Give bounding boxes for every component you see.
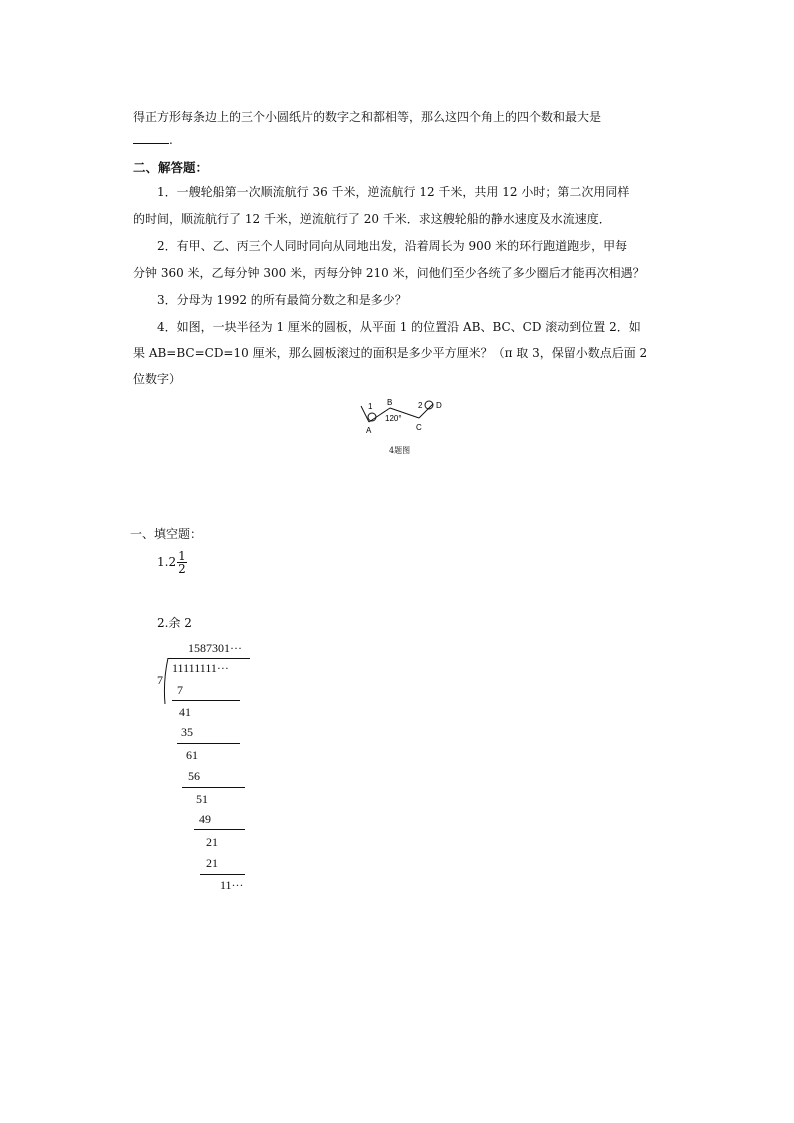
ld-rule-2 — [177, 743, 240, 744]
section1-tail-text: 得正方形每条边上的三个小圆纸片的数字之和都相等，那么这四个角上的四个数和最大是 — [133, 110, 602, 124]
q4-line3: 位数字） — [133, 372, 182, 386]
q4-figure — [355, 394, 455, 440]
ld-rule-4 — [194, 829, 245, 830]
fraction-denominator: 2 — [178, 562, 186, 576]
answer-blank — [133, 143, 169, 144]
label-a: A — [366, 426, 372, 435]
ld-dividend: 11111111··· — [172, 661, 229, 675]
answer-1-fraction — [177, 550, 187, 575]
ld-rule-5 — [200, 874, 245, 875]
q2-line1: 2．有甲、乙、丙三个人同时同向从同地出发，沿着周长为 900 米的环行跑道跑步，甲每 — [157, 239, 628, 253]
q1-line2: 的时间，顺流航行了 12 千米，逆流航行了 20 千米．求这艘轮船的静水速度及水流速度． — [133, 212, 611, 226]
q3-line1: 3．分母为 1992 的所有最简分数之和是多少？ — [157, 293, 407, 307]
ld-divisor: 7 — [157, 673, 163, 687]
figure-caption: 4题图 — [389, 446, 411, 455]
answer-2: 2.余 2 — [157, 616, 192, 630]
answers-heading: 一、填空题： — [130, 527, 203, 541]
ld-row-4: 56 — [188, 769, 200, 783]
ld-rule-3 — [182, 787, 245, 788]
fraction-numerator: 1 — [178, 549, 186, 563]
ld-row-2: 35 — [181, 725, 193, 739]
label-b: B — [387, 398, 393, 407]
ld-quotient: 1587301··· — [188, 641, 242, 655]
ld-row-1: 41 — [179, 705, 191, 719]
section1-tail-line — [133, 110, 601, 124]
end-mark: . — [169, 133, 173, 147]
ld-row-6: 49 — [199, 812, 211, 826]
answer-1-prefix: 1.2 — [157, 555, 177, 569]
label-d: D — [436, 401, 442, 410]
ld-row-0: 7 — [177, 683, 183, 697]
ld-rule-1 — [172, 700, 240, 701]
answer-blank-line — [133, 133, 173, 147]
answer-1 — [157, 550, 187, 575]
ld-row-9: 11··· — [220, 878, 244, 892]
q4-line2: 果 AB=BC=CD=10 厘米，那么圆板滚过的面积是多少平方厘米？（π 取 3，保留小数点后面 2 — [133, 346, 648, 360]
ld-vinculum — [168, 658, 250, 659]
q4-line1: 4．如图，一块半径为 1 厘米的圆板，从平面 1 的位置沿 AB、BC、CD 滚动到位置 2．如 — [157, 320, 641, 334]
section2-heading: 二、解答题： — [133, 160, 209, 175]
label-2: 2 — [418, 401, 423, 410]
q2-line2: 分钟 360 米，乙每分钟 300 米，丙每分钟 210 米，问他们至少各统了多少圈后才能再次相遇？ — [133, 266, 645, 280]
ld-row-7: 21 — [206, 835, 218, 849]
ld-row-8: 21 — [206, 856, 218, 870]
ld-row-3: 61 — [186, 748, 198, 762]
ld-row-5: 51 — [196, 792, 208, 806]
q1-line1: 1．一艘轮船第一次顺流航行 36 千米，逆流航行 12 千米，共用 12 小时；第二次用同样 — [157, 185, 630, 199]
label-angle: 120° — [385, 414, 402, 423]
label-c: C — [416, 423, 422, 432]
label-1: 1 — [368, 402, 373, 411]
